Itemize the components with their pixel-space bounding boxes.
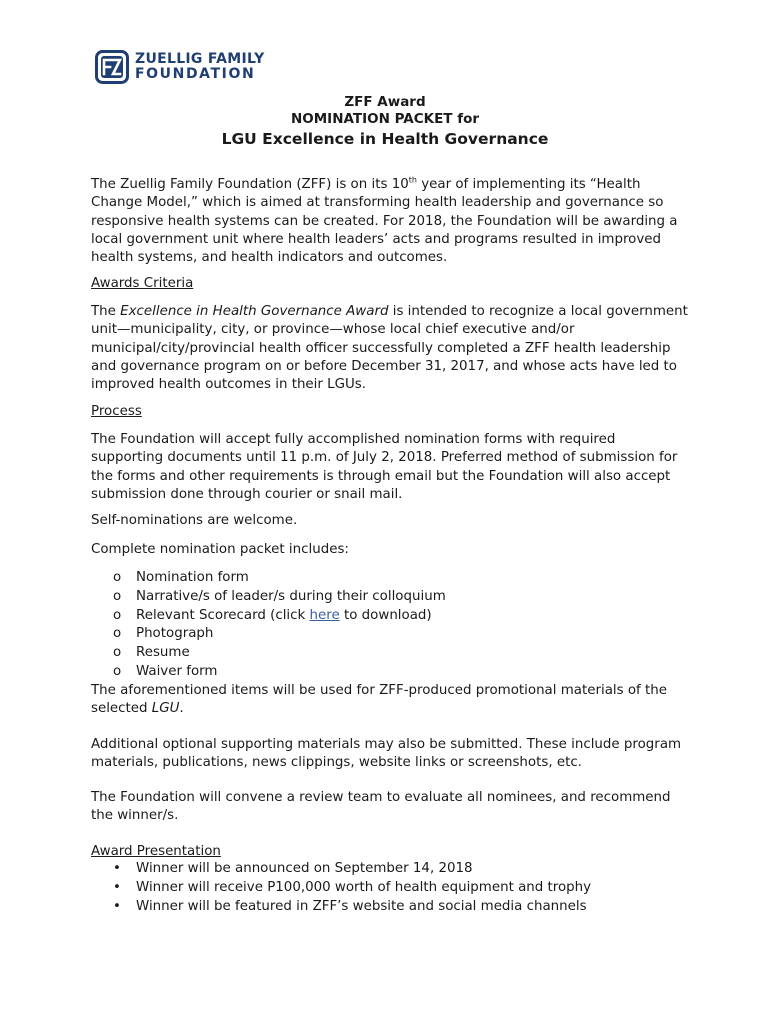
intro-text-a: The Zuellig Family Foundation (ZFF) is on its 10 (91, 177, 409, 192)
list-item (113, 663, 446, 682)
promo-usage-paragraph (91, 682, 691, 719)
list-item (113, 898, 591, 917)
process-heading: Process (91, 404, 142, 419)
list-marker: o (113, 626, 122, 642)
scorecard-download-link[interactable]: here (309, 607, 340, 623)
award-presentation-heading: Award Presentation (91, 844, 221, 859)
bullet-marker: • (113, 861, 121, 876)
list-marker: o (113, 570, 122, 585)
list-item (113, 879, 591, 898)
criteria-text-post: is intended to recognize a local government unit—municipality, city, or province—whose local chief executive and/or municipal/city/provincial health officer successfully completed a ZFF health leadership and governance program on or before December 31, 2017, and whose acts have led to improved health outcomes in their LGUs. (91, 304, 688, 393)
list-item-text: Narrative/s of leader/s during their colloquium (136, 588, 446, 604)
list-marker: o (113, 663, 122, 679)
intro-superscript: th (408, 175, 417, 185)
bullet-marker: • (113, 879, 121, 895)
promo-text-em: LGU (151, 701, 180, 717)
title-line-3: LGU Excellence in Health Governance (221, 130, 549, 148)
title-line-2: NOMINATION PACKET for (290, 111, 480, 127)
review-team-paragraph: The Foundation will convene a review team to evaluate all nominees, and recommend the winner/s. (91, 790, 671, 824)
packet-items-list (113, 569, 446, 682)
presentation-list (113, 860, 591, 916)
document-title (0, 94, 770, 150)
list-marker: o (113, 645, 122, 661)
bullet-marker: • (113, 898, 121, 914)
list-item (113, 588, 446, 607)
logo-wordmark (135, 52, 265, 82)
criteria-text-pre: The (91, 304, 121, 319)
self-nomination-note: Self-nominations are welcome. (91, 513, 298, 528)
promo-text-pre: The aforementioned items will be used for ZFF-produced promotional materials of the selected (91, 683, 668, 717)
foundation-logo (95, 50, 265, 84)
logo-line-1: ZUELLIG FAMILY (135, 51, 265, 67)
scorecard-text-pre: Relevant Scorecard (click (136, 607, 310, 623)
list-item (113, 569, 446, 588)
list-marker: o (113, 588, 122, 604)
list-item (113, 625, 446, 644)
list-item-text: Winner will be featured in ZFF’s website and social media channels (136, 898, 587, 914)
criteria-paragraph (91, 303, 691, 394)
optional-materials-paragraph: Additional optional supporting materials may also be submitted. These include program materials, publications, news clippings, website links or screenshots, etc. (91, 737, 682, 771)
promo-text-post: . (179, 701, 184, 717)
list-item-text: Winner will be announced on September 14, 2018 (136, 861, 473, 876)
list-item-text: Waiver form (136, 663, 218, 679)
intro-text-b: year of implementing its “Health Change Model,” which is aimed at transforming health leadership and governance so responsive health systems can be created. For 2018, the Foundation will be awarding a local government unit where health leaders’ acts and programs resulted in improved health systems, and health indicators and outcomes. (91, 177, 678, 266)
list-item-text: Resume (136, 645, 190, 661)
list-item-text: Nomination form (136, 570, 249, 585)
zff-logo-mark-icon (95, 50, 129, 84)
packet-includes-intro: Complete nomination packet includes: (91, 542, 349, 557)
logo-line-2: FOUNDATION (135, 66, 256, 82)
title-line-1: ZFF Award (344, 94, 426, 110)
list-item (113, 607, 446, 626)
process-paragraph: The Foundation will accept fully accomplished nomination forms with required supporting documents until 11 p.m. of July 2, 2018. Preferred method of submission for the forms and other requirements is through email but the Foundation will also accept submission done through courier or snail mail. (91, 432, 678, 502)
scorecard-text-post: to download) (339, 607, 432, 623)
list-item-text: Photograph (136, 626, 214, 642)
award-name: Excellence in Health Governance Award (120, 304, 389, 319)
awards-criteria-heading: Awards Criteria (91, 276, 194, 291)
intro-paragraph (91, 176, 691, 267)
list-item-text: Winner will receive P100,000 worth of health equipment and trophy (136, 879, 592, 895)
list-item (113, 860, 591, 879)
list-item (113, 644, 446, 663)
list-marker: o (113, 607, 122, 623)
